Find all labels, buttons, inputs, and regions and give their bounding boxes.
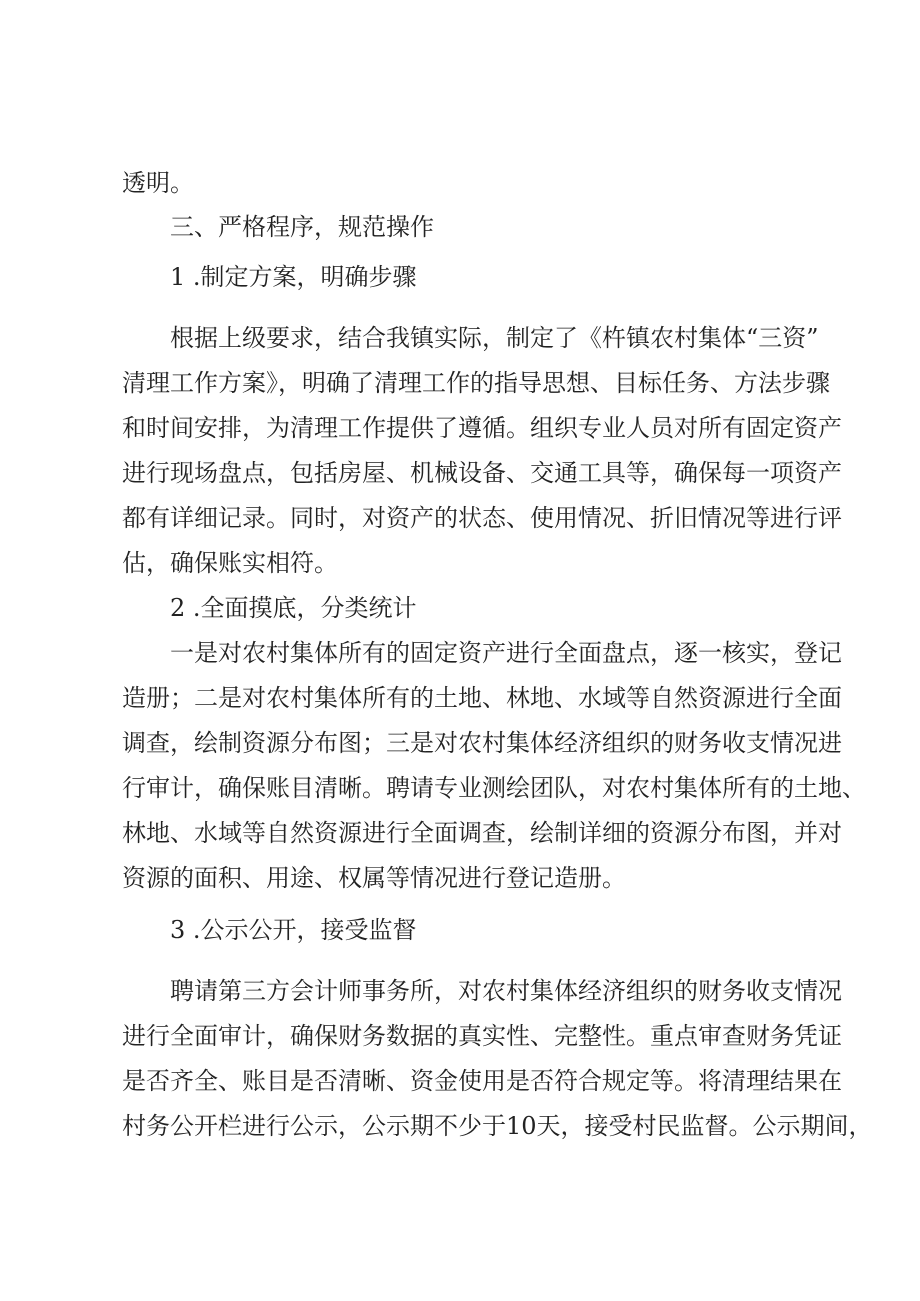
paragraph-continuation-line: 透明。 — [122, 169, 194, 197]
paragraph-line: 根据上级要求，结合我镇实际，制定了《杵镇农村集体“三资” — [170, 324, 819, 352]
paragraph-line: 行审计，确保账目清晰。聘请专业测绘团队，对农村集体所有的土地、 — [122, 774, 866, 802]
paragraph-line: 清理工作方案》，明确了清理工作的指导思想、目标任务、方法步骤 — [122, 369, 830, 397]
subsection-heading-2: 2 .全面摸底，分类统计 — [170, 594, 417, 622]
paragraph-line: 和时间安排，为清理工作提供了遵循。组织专业人员对所有固定资产 — [122, 414, 842, 442]
paragraph-line: 聘请第三方会计师事务所，对农村集体经济组织的财务收支情况 — [170, 977, 842, 1005]
paragraph-line: 都有详细记录。同时，对资产的状态、使用情况、折旧情况等进行评 — [122, 504, 842, 532]
paragraph-line: 一是对农村集体所有的固定资产进行全面盘点，逐一核实，登记 — [170, 639, 842, 667]
paragraph-line: 林地、水域等自然资源进行全面调查，绘制详细的资源分布图，并对 — [122, 819, 842, 847]
paragraph-line: 调查，绘制资源分布图；三是对农村集体经济组织的财务收支情况进 — [122, 729, 842, 757]
paragraph-line: 资源的面积、用途、权属等情况进行登记造册。 — [122, 864, 626, 892]
paragraph-line: 估，确保账实相符。 — [122, 549, 338, 577]
subsection-heading-3: 3 .公示公开，接受监督 — [170, 916, 417, 944]
paragraph-line: 村务公开栏进行公示，公示期不少于10天，接受村民监督。公示期间， — [122, 1112, 873, 1140]
paragraph-line: 造册；二是对农村集体所有的土地、林地、水域等自然资源进行全面 — [122, 684, 842, 712]
section-heading: 三、严格程序，规范操作 — [170, 213, 434, 241]
paragraph-line: 进行现场盘点，包括房屋、机械设备、交通工具等，确保每一项资产 — [122, 459, 842, 487]
paragraph-line: 是否齐全、账目是否清晰、资金使用是否符合规定等。将清理结果在 — [122, 1067, 842, 1095]
subsection-heading-1: 1 .制定方案，明确步骤 — [170, 263, 417, 291]
paragraph-line: 进行全面审计，确保财务数据的真实性、完整性。重点审查财务凭证 — [122, 1022, 842, 1050]
